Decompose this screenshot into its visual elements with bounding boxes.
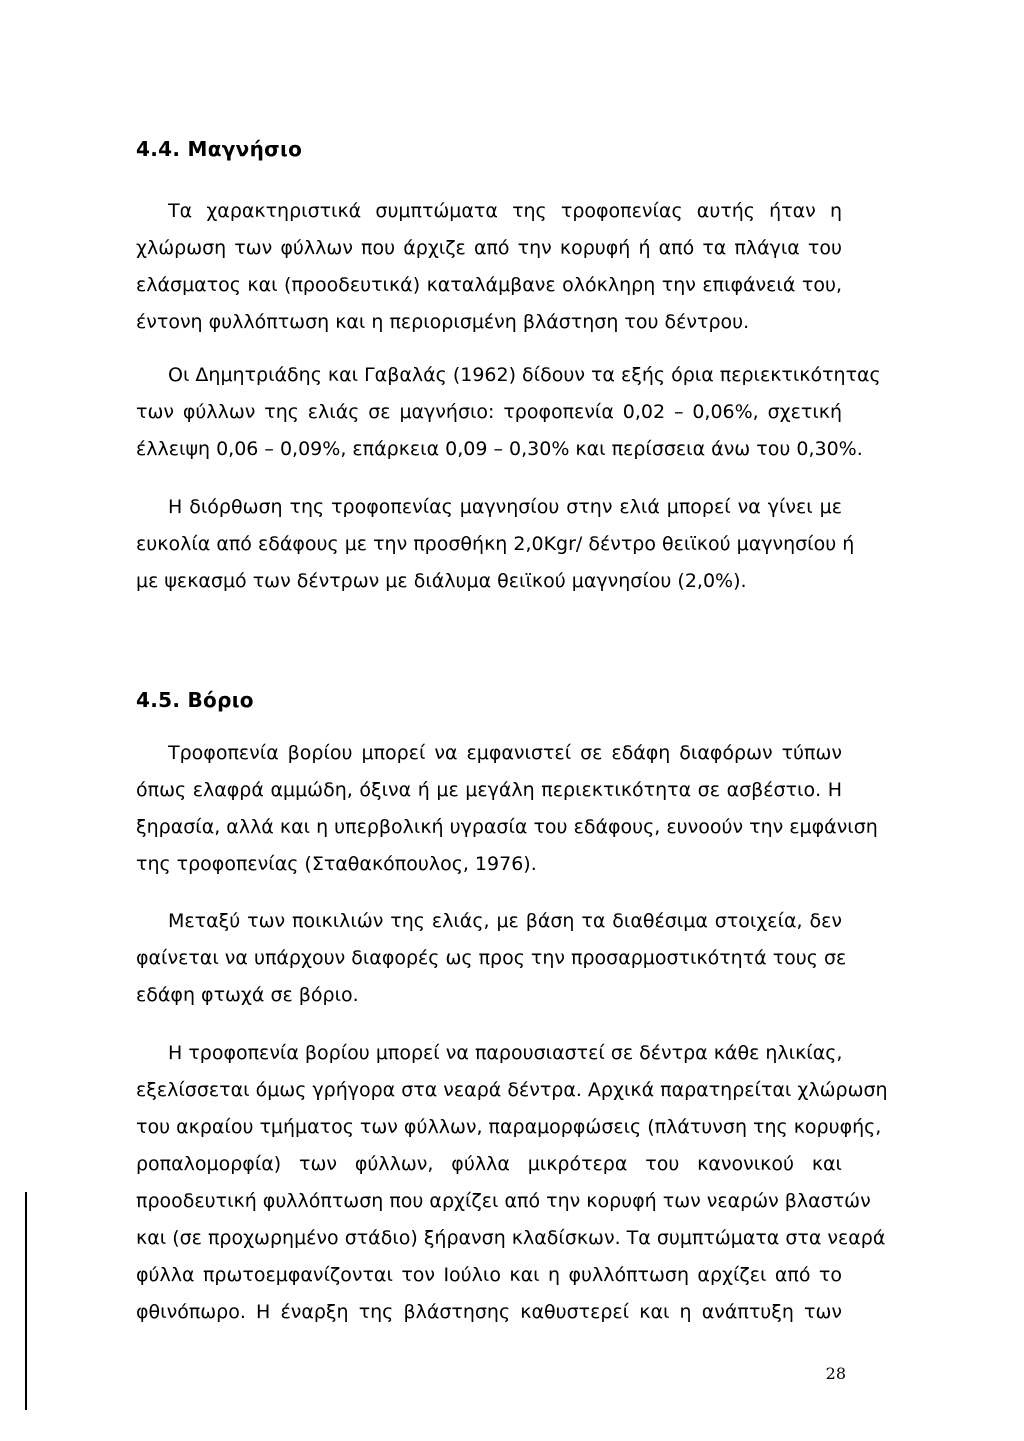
paragraph-boron-varieties <box>136 903 847 1014</box>
text-line: Η τροφοπενία βορίου μπορεί να παρουσιαστεί σε δέντρα κάθε ηλικίας, <box>168 1042 843 1064</box>
text-line: Τροφοπενία βορίου μπορεί να εμφανιστεί σε εδάφη διαφόρων τύπων <box>168 742 842 764</box>
page-number: 28 <box>825 1364 846 1383</box>
paragraph-magnesium-limits <box>136 357 881 468</box>
text-line: των φύλλων της ελιάς σε μαγνήσιο: τροφοπενία 0,02 – 0,06%, σχετική <box>136 401 842 423</box>
margin-rule <box>25 1192 27 1410</box>
text-line: της τροφοπενίας (Σταθακόπουλος, 1976). <box>136 853 537 875</box>
text-line: ροπαλομορφία) των φύλλων, φύλλα μικρότερα του κανονικού και <box>136 1153 842 1175</box>
text-line: του ακραίου τμήματος των φύλλων, παραμορφώσεις (πλάτυνση της κορυφής, <box>136 1116 882 1138</box>
text-line: φαίνεται να υπάρχουν διαφορές ως προς την προσαρμοστικότητά τους σε <box>136 947 847 969</box>
text-line: όπως ελαφρά αμμώδη, όξινα ή με μεγάλη περιεκτικότητα σε ασβέστιο. Η <box>136 779 842 801</box>
paragraph-magnesium-correction <box>136 489 855 600</box>
text-line: Μεταξύ των ποικιλιών της ελιάς, με βάση τα διαθέσιμα στοιχεία, δεν <box>168 910 842 932</box>
section-heading-boron: 4.5. Βόριο <box>136 688 254 712</box>
text-line: Τα χαρακτηριστικά συμπτώματα της τροφοπενίας αυτής ήταν η <box>168 200 842 222</box>
text-line: και (σε προχωρημένο στάδιο) ξήρανση κλαδίσκων. Τα συμπτώματα στα νεαρά <box>136 1227 886 1249</box>
text-line: εδάφη φτωχά σε βόριο. <box>136 984 359 1006</box>
text-line: εξελίσσεται όμως γρήγορα στα νεαρά δέντρα. Αρχικά παρατηρείται χλώρωση <box>136 1079 888 1101</box>
text-line: με ψεκασμό των δέντρων με διάλυμα θειϊκού μαγνησίου (2,0%). <box>136 570 747 592</box>
text-line: ευκολία από εδάφους με την προσθήκη 2,0Kgr/ δέντρο θειϊκού μαγνησίου ή <box>136 533 855 555</box>
paragraph-boron-symptoms <box>136 1035 888 1331</box>
text-line: προοδευτική φυλλόπτωση που αρχίζει από την κορυφή των νεαρών βλαστών <box>136 1190 871 1212</box>
text-line: ελάσματος και (προοδευτικά) καταλάμβανε ολόκληρη την επιφάνειά του, <box>136 274 842 296</box>
text-line: φθινόπωρο. Η έναρξη της βλάστησης καθυστερεί και η ανάπτυξη των <box>136 1301 842 1323</box>
section-heading-magnesium: 4.4. Μαγνήσιο <box>136 137 303 161</box>
text-line: Η διόρθωση της τροφοπενίας μαγνησίου στην ελιά μπορεί να γίνει με <box>168 496 842 518</box>
text-line: Οι Δημητριάδης και Γαβαλάς (1962) δίδουν τα εξής όρια περιεκτικότητας <box>168 364 881 386</box>
paragraph-magnesium-symptoms <box>136 193 842 341</box>
text-line: φύλλα πρωτοεμφανίζονται τον Ιούλιο και η φυλλόπτωση αρχίζει από το <box>136 1264 842 1286</box>
paragraph-boron-soils <box>136 735 878 883</box>
text-line: έντονη φυλλόπτωση και η περιορισμένη βλάστηση του δέντρου. <box>136 311 750 333</box>
text-line: χλώρωση των φύλλων που άρχιζε από την κορυφή ή από τα πλάγια του <box>136 237 842 259</box>
text-line: έλλειψη 0,06 – 0,09%, επάρκεια 0,09 – 0,30% και περίσσεια άνω του 0,30%. <box>136 438 863 460</box>
text-line: ξηρασία, αλλά και η υπερβολική υγρασία του εδάφους, ευνοούν την εμφάνιση <box>136 816 878 838</box>
